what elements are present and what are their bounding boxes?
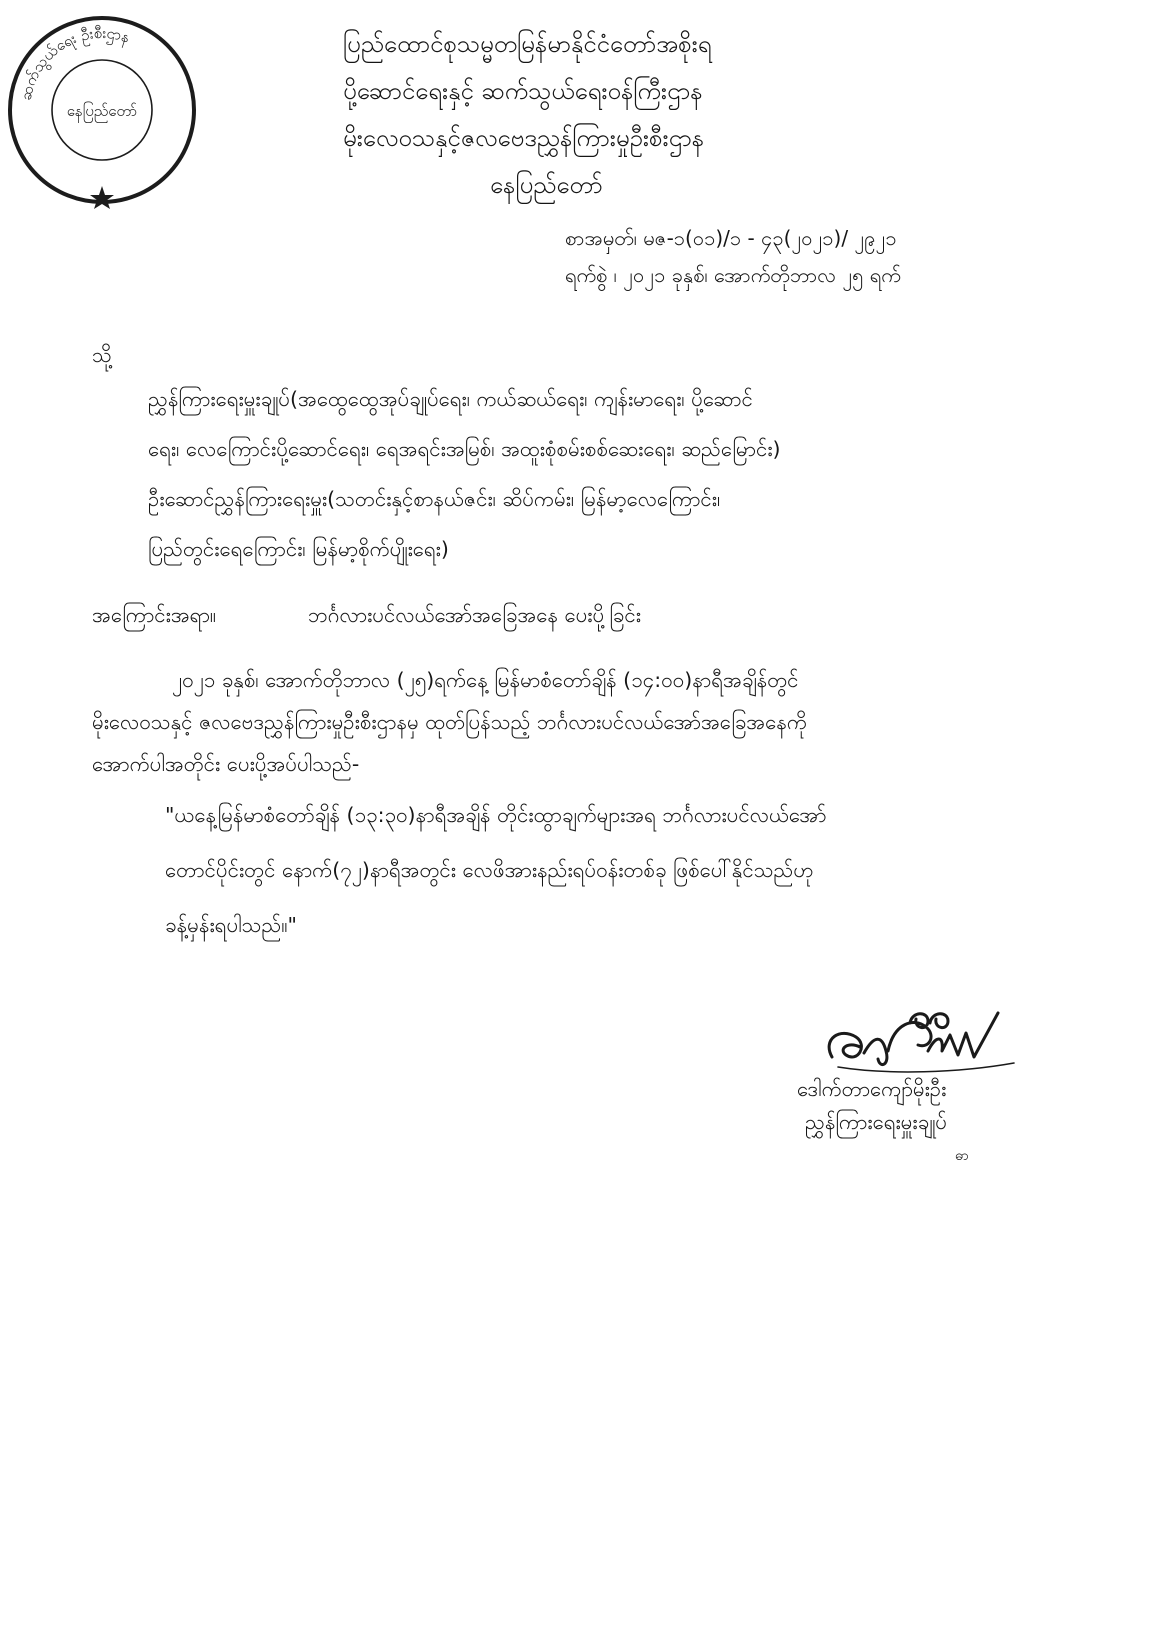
body-line: မိုးလေဝသနှင့် ဇလဗေဒညွှန်ကြားမှုဦးစီးဌာနမှ ထုတ်ပြန်သည့် ဘင်္ဂလားပင်လယ်အော်အခြေအနေကို [92,710,807,734]
official-seal [2,10,202,210]
quote-line: တောင်ပိုင်းတွင် နောက်(၇၂)နာရီအတွင်း လေဖိအားနည်းရပ်ဝန်းတစ်ခု ဖြစ်ပေါ်နိုင်သည်ဟု [165,858,814,882]
body-line: အောက်ပါအတိုင်း ပေးပို့အပ်ပါသည်- [92,752,360,776]
signatory-name: ဒေါက်တာကျော်မိုးဦး [797,1077,947,1101]
reference-number: စာအမှတ်၊ မဇ-၁(၀၁)/၁ - ၄၃(၂၀၂၁)/ ၂၉၂၁ [565,226,897,250]
letter-date: ရက်စွဲ ၊ ၂၀၂၁ ခုနှစ်၊ အောက်တိုဘာလ ၂၅ ရက် [565,263,901,287]
seal-center-text: နေပြည်တော် [66,102,138,120]
quote-line: ခန့်မှန်းရပါသည်။" [165,913,297,937]
signatory-abbr: ဓာ [955,1148,969,1164]
star-icon [90,186,114,209]
quote-line: "ယနေ့မြန်မာစံတော်ချိန် (၁၃:၃၀)နာရီအချိန် တိုင်းထွာချက်များအရ ဘင်္ဂလားပင်လယ်အော် [165,803,827,827]
header-department: မိုးလေဝသနှင့်ဇလဗေဒညွှန်ကြားမှုဦးစီးဌာန [343,124,705,152]
signatory-title: ညွှန်ကြားရေးမှူးချုပ် [805,1110,947,1134]
recipient-line: ပြည်တွင်းရေကြောင်း၊ မြန်မာ့စိုက်ပျိုးရေး) [148,537,449,561]
body-line: ၂၀၂၁ ခုနှစ်၊ အောက်တိုဘာလ (၂၅)ရက်နေ့ မြန်မာစံတော်ချိန် (၁၄:၀၀)နာရီအချိန်တွင် [172,668,799,692]
to-label: သို့ [92,343,112,367]
handwritten-signature [818,1005,1018,1083]
recipient-line: ဦးဆောင်ညွှန်ကြားရေးမှူး(သတင်းနှင့်စာနယ်ဇင်း၊ ဆိပ်ကမ်း၊ မြန်မာ့လေကြောင်း၊ [148,487,721,511]
header-city: နေပြည်တော် [490,171,603,199]
subject-text: ဘင်္ဂလားပင်လယ်အော်အခြေအနေ ပေးပို့ခြင်း [308,603,641,627]
seal-ring-text: ဆက်သွယ်ရေး ဦးစီးဌာန [16,23,133,102]
recipient-line: ညွှန်ကြားရေးမှူးချုပ်(အထွေထွေအုပ်ချုပ်ရေး၊ ကယ်ဆယ်ရေး၊ ကျန်းမာရေး၊ ပို့ဆောင် [148,387,753,411]
header-government: ပြည်ထောင်စုသမ္မတမြန်မာနိုင်ငံတော်အစိုးရ [343,30,712,58]
header-ministry: ပို့ဆောင်ရေးနှင့် ဆက်သွယ်ရေးဝန်ကြီးဌာန [343,77,703,105]
subject-label: အကြောင်းအရာ။ [92,603,217,627]
recipient-line: ရေး၊ လေကြောင်းပို့ဆောင်ရေး၊ ရေအရင်းအမြစ်၊ အထူးစုံစမ်းစစ်ဆေးရေး၊ ဆည်မြောင်း) [148,437,781,461]
